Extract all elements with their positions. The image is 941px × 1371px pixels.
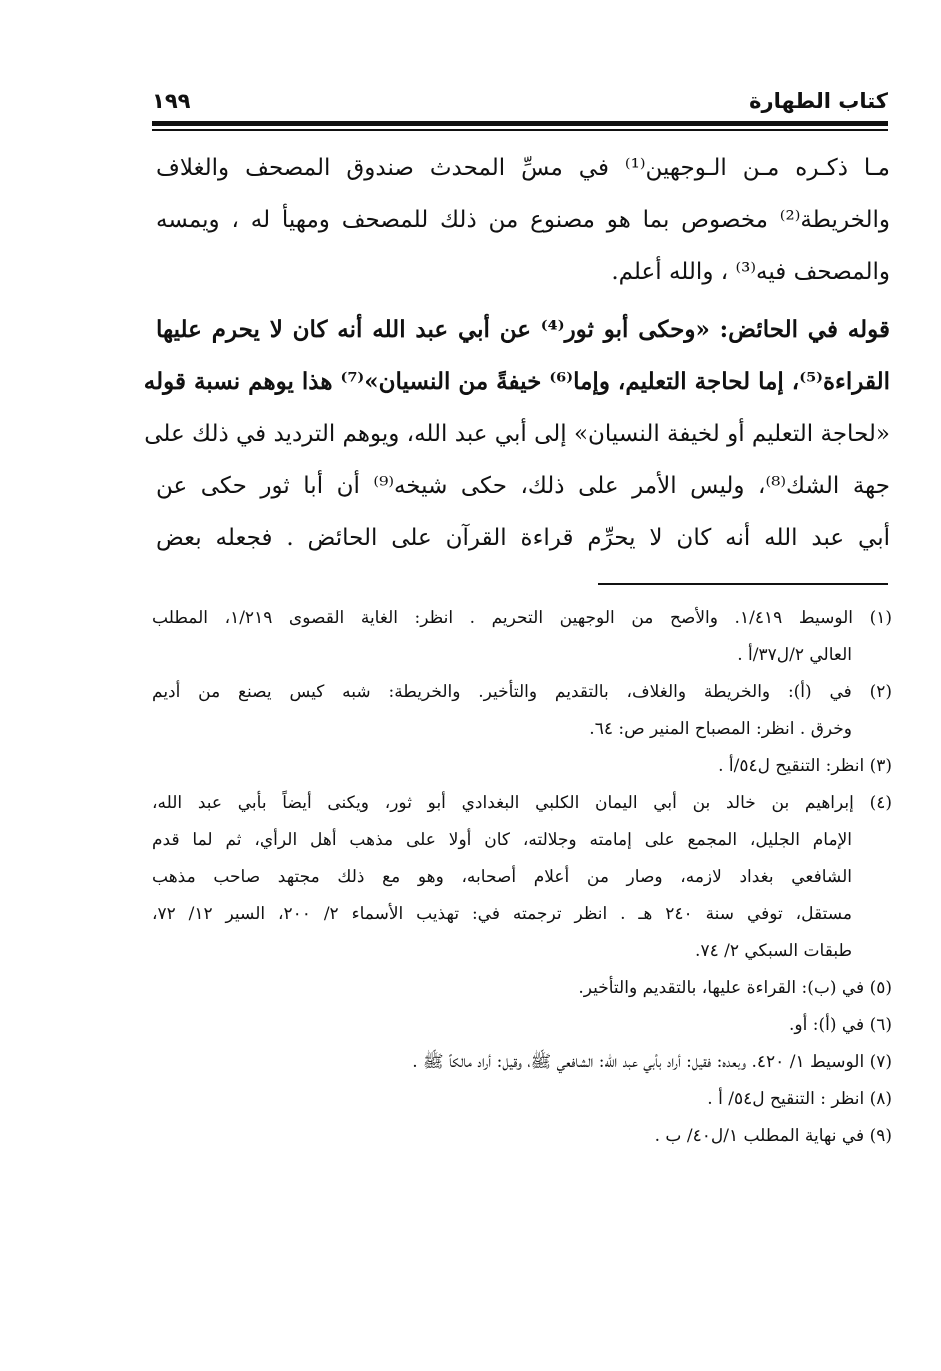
footnotes <box>152 600 892 1155</box>
body-line: أبي عبد الله أنه كان لا يحرِّم قراءة القرآن على الحائض . فجعله بعض <box>156 525 890 551</box>
footnote-line: (٧) الوسيط ١/ ٤٢٠. وبعده: فقيل: أراد بأبي عبد الله: الشافعي ﷺ، وقيل: أراد مالكاً ﷺ . <box>412 1052 892 1072</box>
footnote-line: (٥) في (ب): القراءة عليها، بالتقديم والتأخير. <box>578 978 892 998</box>
footnote-line: (٨) انظر : التنقيح ل٥٤/ أ . <box>707 1089 892 1109</box>
footnote-line: (٩) في نهاية المطلب ١/ل٤٠/ ب . <box>654 1126 892 1146</box>
header-rule-thick <box>152 121 888 126</box>
footnote-line: العالي ٢/ل٣٧/أ . <box>737 645 852 665</box>
footnote-line: مستقل، توفي سنة ٢٤٠ هـ . انظر ترجمته في: تهذيب الأسماء ٢/ ٢٠٠، السير ١٢/ ٧٢، <box>152 904 853 924</box>
body-line: القراءة⁽⁵⁾، إما لحاجة التعليم، وإما⁽⁶⁾ خيفةً من النسيان»⁽⁷⁾ هذا يوهم نسبة قوله <box>143 368 890 395</box>
footnote-line: (١) الوسيط ١/٤١٩. والأصح من الوجهين التحريم . انظر: الغاية القصوى ١/٢١٩، المطلب <box>152 608 893 628</box>
body-line: جهة الشك⁽⁸⁾، وليس الأمر على ذلك، حكى شيخه⁽⁹⁾ أن أبا ثور حكى عن <box>156 473 890 499</box>
page-number: ١٩٩ <box>152 89 191 113</box>
body-line: «لحاجة التعليم أو لخيفة النسيان» إلى أبي عبد الله، ويوهم الترديد في ذلك على <box>144 421 890 447</box>
footnote-line: (٤) إبراهيم بن خالد بن أبي اليمان الكلبي البغدادي أبو ثور، ويكنى أيضاً بأبي عبد الله، <box>152 793 892 813</box>
footnote-line: (٦) في (أ): أو. <box>789 1015 892 1035</box>
running-header <box>152 86 888 120</box>
body-line: والمصحف فيه⁽³⁾ ، والله أعلم. <box>611 259 890 285</box>
header-rule-thin <box>152 129 888 131</box>
body-line: قوله في الحائض: «وحكى أبو ثور⁽⁴⁾ عن أبي عبد الله أنه كان لا يحرم عليها <box>156 316 890 343</box>
footnote-line: وخرق . انظر: المصباح المنير ص: ٦٤. <box>589 719 852 739</box>
header-title: كتاب الطهارة <box>749 89 888 113</box>
footnote-line: (٣) انظر: التنقيح ل٥٤/أ . <box>718 756 892 776</box>
footnote-line: طبقات السبكي ٢/ ٧٤. <box>695 941 852 961</box>
body-line: والخريطة⁽²⁾ مخصوص بما هو مصنوع من ذلك للمصحف ومهيأ له ، ويمسه <box>156 207 890 233</box>
footnote-line: الإمام الجليل، المجمع على إمامته وجلالته، كان أولا على مذهب أهل الرأي، ثم لما قدم <box>152 830 852 850</box>
body-line: مـا ذكـره مـن الـوجهين⁽¹⁾ في مسِّ المحدث صندوق المصحف والغلاف <box>156 155 890 181</box>
footnote-line: الشافعي بغداد لازمه، وصار من أعلام أصحابه، وهو مع ذلك مجتهد صاحب مذهب <box>152 867 852 887</box>
footnote-separator <box>598 583 888 585</box>
footnote-line: (٢) في (أ): والخريطة والغلاف، بالتقديم والتأخير. والخريطة: شبه كيس يصنع من أديم <box>152 682 892 702</box>
main-text <box>143 142 890 564</box>
